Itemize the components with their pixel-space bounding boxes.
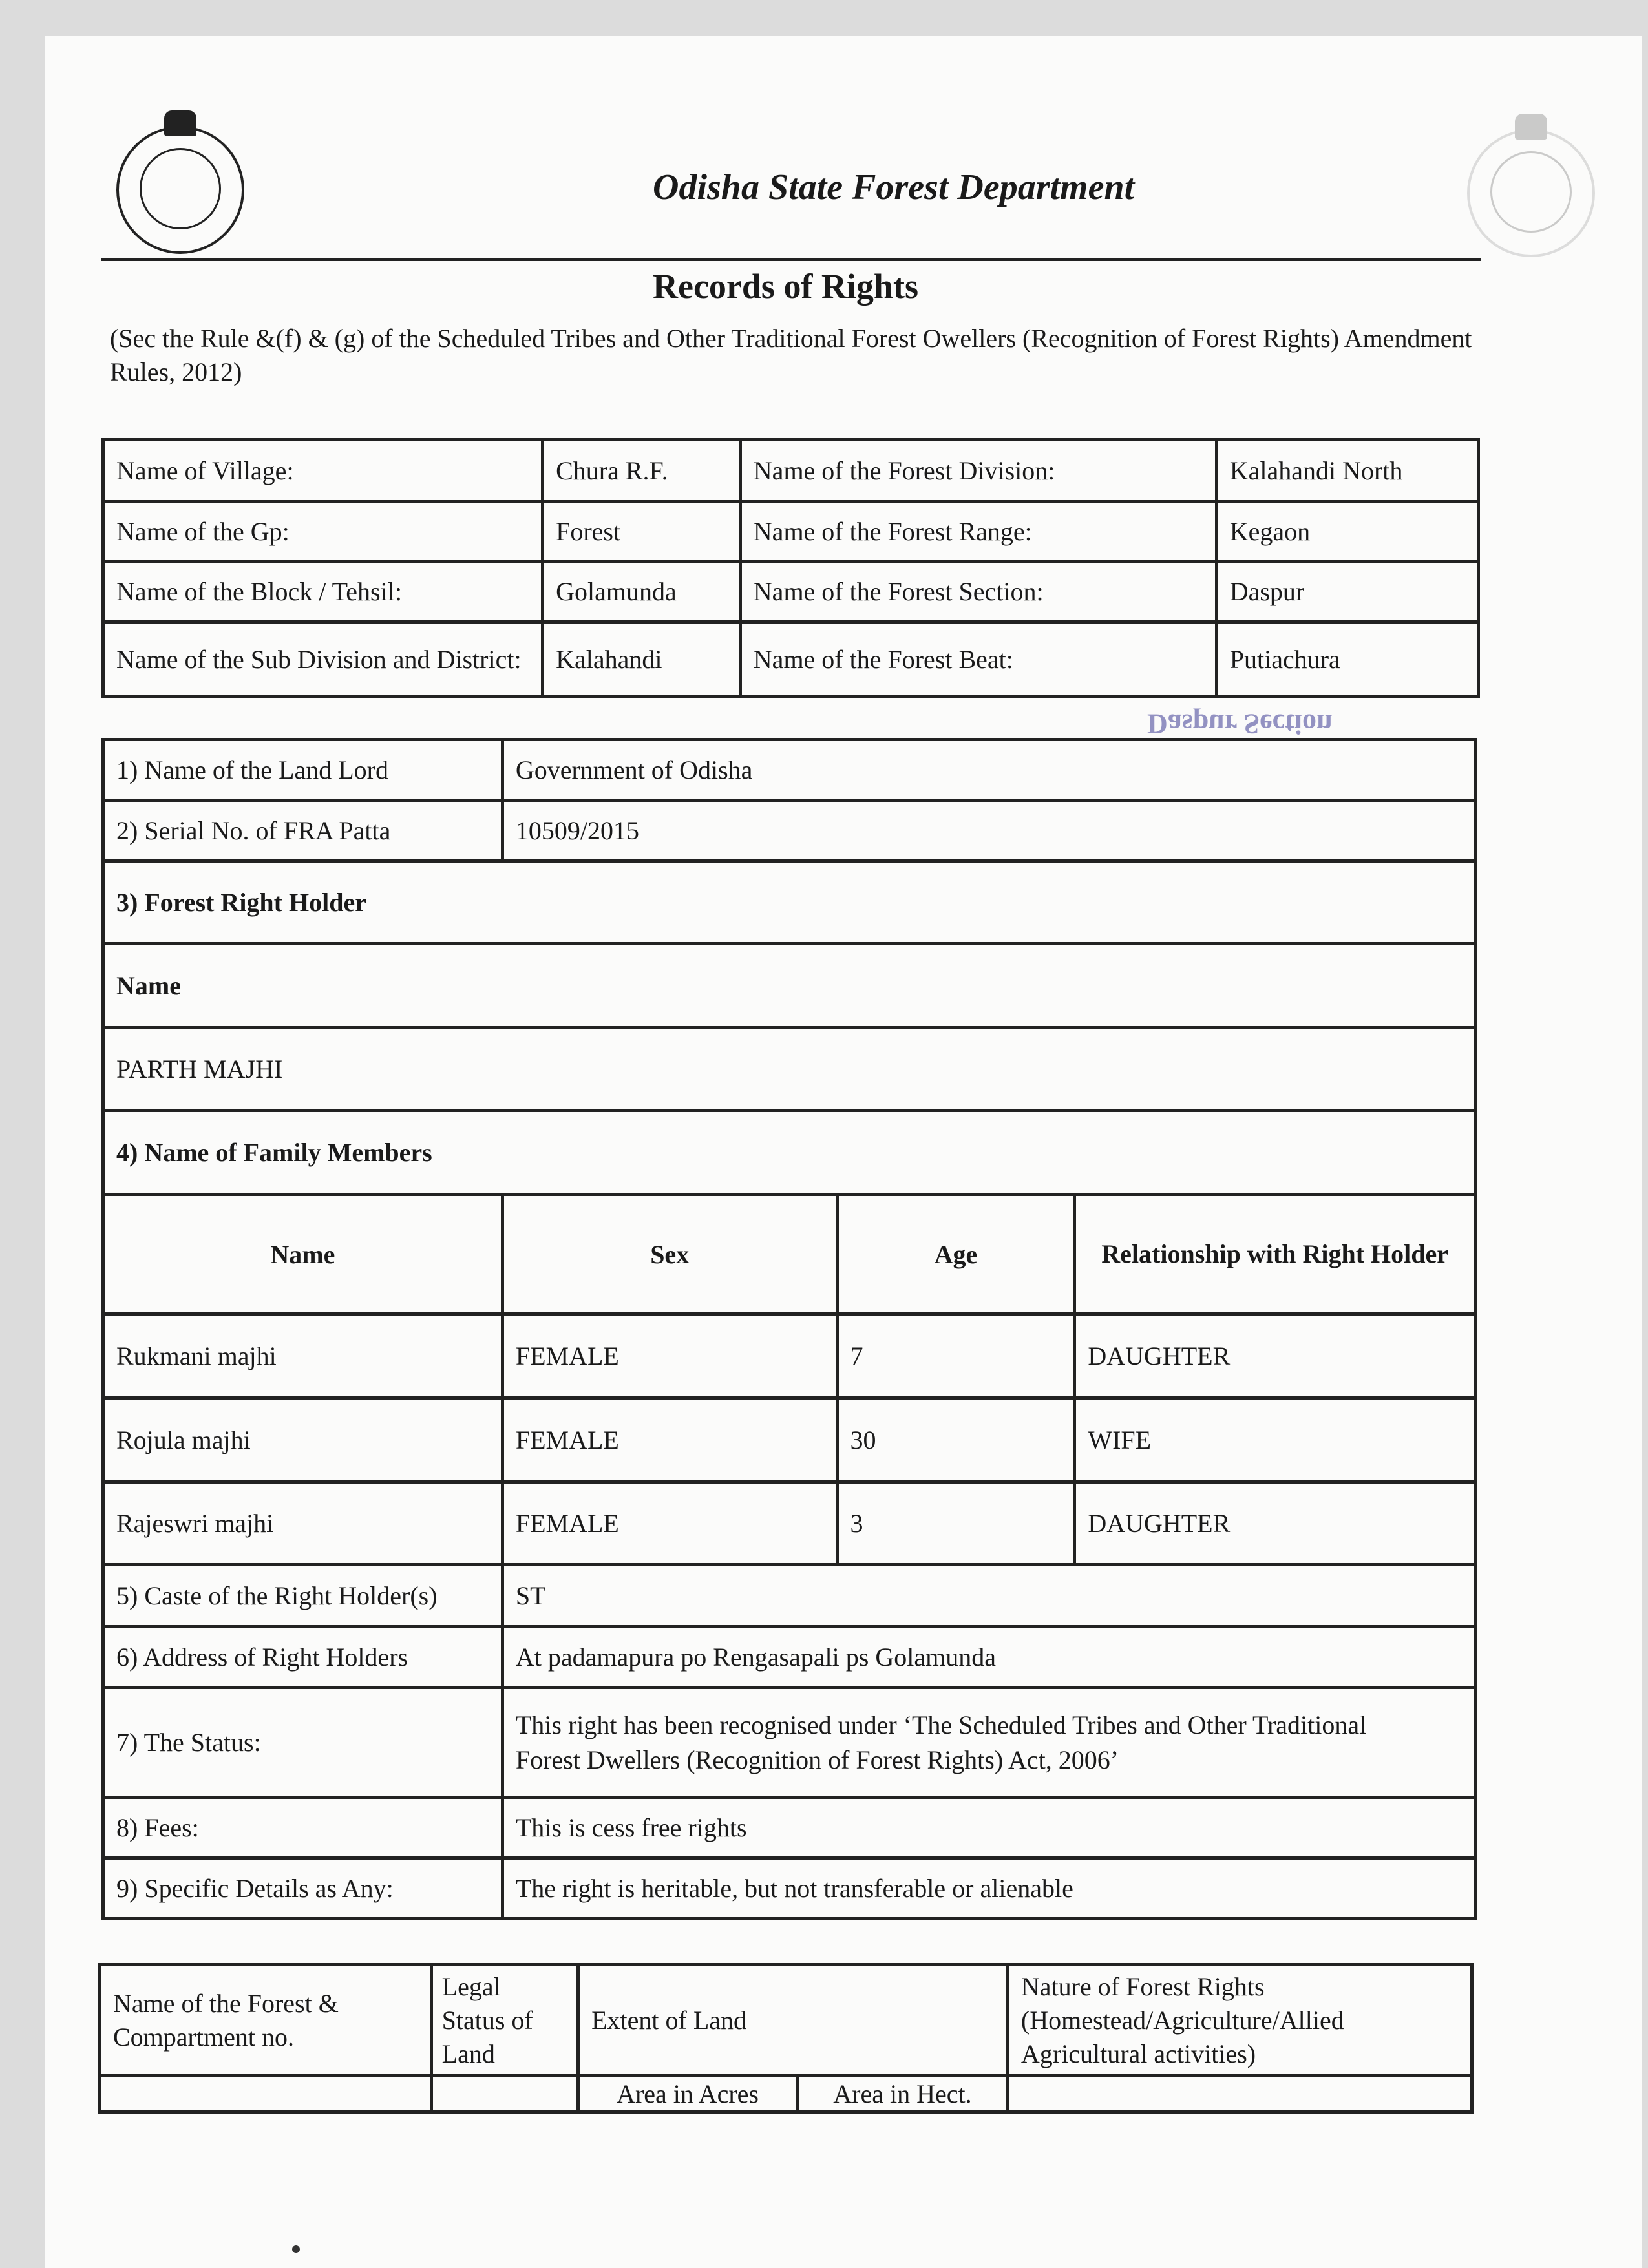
caste-value: ST [502, 1565, 1475, 1627]
fees-value: This is cess free rights [502, 1798, 1475, 1858]
section-value: Daspur [1216, 562, 1478, 622]
document-title: Records of Rights [653, 267, 918, 306]
holder-heading: 3) Forest Right Holder [103, 861, 1475, 944]
land-col-forest: Name of the Forest & Compartment no. [100, 1965, 432, 2076]
member-age: 7 [837, 1314, 1075, 1398]
address-label: 6) Address of Right Holders [103, 1627, 503, 1688]
land-col-extent: Extent of Land [578, 1965, 1008, 2076]
status-line-2: Forest Dwellers (Recognition of Forest Rights) Act, 2006’ [515, 1745, 1119, 1774]
member-relation: WIFE [1075, 1398, 1475, 1482]
subdiv-value: Kalahandi [543, 622, 741, 697]
family-col-age: Age [837, 1195, 1075, 1314]
address-value: At padamapura po Rengasapali ps Golamunda [502, 1627, 1475, 1688]
village-value: Chura R.F. [543, 440, 741, 502]
section-label: Name of the Forest Section: [740, 562, 1216, 622]
family-col-relation: Relationship with Right Holder [1075, 1195, 1475, 1314]
block-value: Golamunda [543, 562, 741, 622]
document-subtitle: (Sec the Rule &(f) & (g) of the Scheduled Tribes and Other Traditional Forest Owellers (Recognition of Forest Rights) Amendment Rules, 2012) [110, 324, 1472, 386]
range-value: Kegaon [1216, 502, 1478, 562]
member-age: 30 [837, 1398, 1075, 1482]
division-label: Name of the Forest Division: [740, 440, 1216, 502]
member-relation: DAUGHTER [1075, 1314, 1475, 1398]
family-col-name: Name [103, 1195, 503, 1314]
header-rule [101, 258, 1481, 261]
odisha-emblem-icon [116, 126, 244, 254]
department-name: Odisha State Forest Department [653, 167, 1135, 207]
caste-label: 5) Caste of the Right Holder(s) [103, 1565, 503, 1627]
land-cell-forest [100, 2076, 432, 2112]
block-label: Name of the Block / Tehsil: [103, 562, 543, 622]
member-name: Rukmani majhi [103, 1314, 503, 1398]
details-table [101, 738, 1477, 1920]
location-table [101, 438, 1480, 698]
specific-label: 9) Specific Details as Any: [103, 1858, 503, 1919]
land-cell-nature [1008, 2076, 1472, 2112]
subdiv-label: Name of the Sub Division and District: [103, 622, 543, 697]
fees-label: 8) Fees: [103, 1798, 503, 1858]
serial-value: 10509/2015 [502, 801, 1475, 861]
member-relation: DAUGHTER [1075, 1482, 1475, 1565]
status-label: 7) The Status: [103, 1688, 503, 1798]
range-label: Name of the Forest Range: [740, 502, 1216, 562]
member-age: 3 [837, 1482, 1075, 1565]
gp-label: Name of the Gp: [103, 502, 543, 562]
family-heading: 4) Name of Family Members [103, 1111, 1475, 1195]
landlord-label: 1) Name of the Land Lord [103, 740, 503, 801]
area-acres-header: Area in Acres [578, 2076, 798, 2112]
family-col-sex: Sex [502, 1195, 837, 1314]
table-row [103, 1314, 1475, 1398]
member-sex: FEMALE [502, 1482, 837, 1565]
member-name: Rajeswri majhi [103, 1482, 503, 1565]
division-value: Kalahandi North [1216, 440, 1478, 502]
landlord-value: Government of Odisha [502, 740, 1475, 801]
beat-label: Name of the Forest Beat: [740, 622, 1216, 697]
land-table [98, 1963, 1474, 2114]
land-col-nature: Nature of Forest Rights (Homestead/Agriculture/Allied Agricultural activities) [1008, 1965, 1472, 2076]
odisha-emblem-faded-icon [1467, 129, 1595, 257]
member-name: Rojula majhi [103, 1398, 503, 1482]
status-value [502, 1688, 1475, 1798]
daspur-section-stamp: Daspur Section [1147, 708, 1333, 740]
land-cell-status [431, 2076, 578, 2112]
specific-value: The right is heritable, but not transferable or alienable [502, 1858, 1475, 1919]
village-label: Name of Village: [103, 440, 543, 502]
area-hect-header: Area in Hect. [798, 2076, 1008, 2112]
scan-dot [292, 2245, 300, 2253]
member-sex: FEMALE [502, 1398, 837, 1482]
holder-name: PARTH MAJHI [103, 1028, 1475, 1111]
table-row [103, 1482, 1475, 1565]
table-row [103, 1398, 1475, 1482]
name-heading: Name [103, 944, 1475, 1028]
member-sex: FEMALE [502, 1314, 837, 1398]
gp-value: Forest [543, 502, 741, 562]
beat-value: Putiachura [1216, 622, 1478, 697]
status-line-1: This right has been recognised under ‘The Scheduled Tribes and Other Traditional [515, 1710, 1367, 1739]
serial-label: 2) Serial No. of FRA Patta [103, 801, 503, 861]
land-col-status: Legal Status of Land [431, 1965, 578, 2076]
